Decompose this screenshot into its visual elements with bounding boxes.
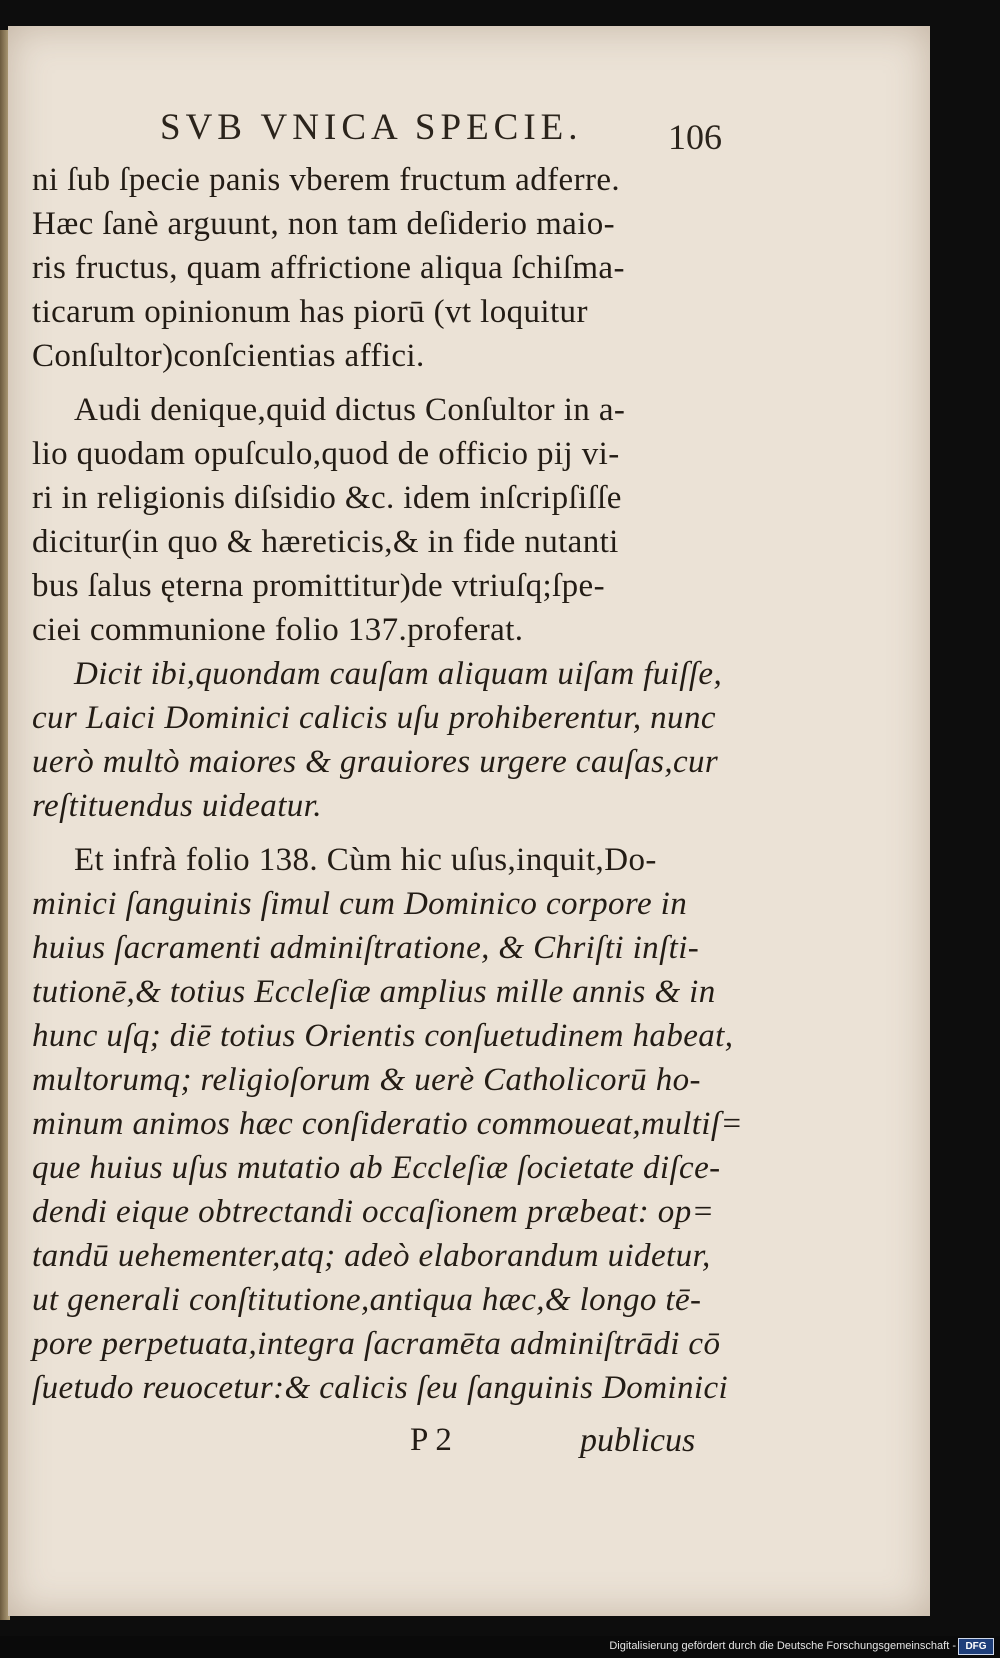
paragraph-2 xyxy=(32,388,732,652)
paragraph-1 xyxy=(32,158,732,378)
body-text xyxy=(32,158,744,1410)
text-line: bus ſalus ęterna promittitur)de vtriuſq;ſpe- xyxy=(32,568,605,604)
text-line: minici ſanguinis ſimul cum Dominico corpore in xyxy=(32,886,688,922)
text-line: Audi denique,quid dictus Conſultor in a- xyxy=(74,392,626,428)
page-number: 106 xyxy=(668,117,722,157)
text-line: hunc uſq; diē totius Orientis conſuetudinem habeat, xyxy=(32,1018,734,1054)
text-line: Et infrà folio 138. Cùm hic uſus,inquit,Do- xyxy=(74,842,657,878)
text-line: huius ſacramenti adminiſtratione, & Chriſti inſti- xyxy=(32,930,700,966)
signature-mark: P 2 xyxy=(410,1422,452,1458)
catchword: publicus xyxy=(580,1422,696,1459)
text-line: Hæc ſanè arguunt, non tam deſiderio maio- xyxy=(32,206,616,242)
text-line: reſtituendus uideatur. xyxy=(32,788,322,824)
text-line: tutionē,& totius Eccleſiæ amplius mille annis & in xyxy=(32,974,716,1010)
text-line: ut generali conſtitutione,antiqua hæc,& longo tē- xyxy=(32,1282,702,1318)
text-line: pore perpetuata,integra ſacramēta adminiſtrādi cō xyxy=(32,1326,721,1362)
text-line: que huius uſus mutatio ab Eccleſiæ ſocietate diſce- xyxy=(32,1150,721,1186)
text-line: Conſultor)conſcientias affici. xyxy=(32,338,425,374)
text-line: multorumq; religioſorum & uerè Catholicorū ho- xyxy=(32,1062,701,1098)
text-line: ſuetudo reuocetur:& calicis ſeu ſanguinis Dominici xyxy=(32,1370,729,1406)
running-title: SVB VNICA SPECIE. xyxy=(160,107,583,148)
text-line: dicitur(in quo & hæreticis,& in fide nutanti xyxy=(32,524,619,560)
paragraph-4 xyxy=(32,838,744,1410)
text-line: ris fructus, quam affrictione aliqua ſchiſma- xyxy=(32,250,625,286)
text-line: ri in religionis diſsidio &c. idem inſcripſiſſe xyxy=(32,480,622,516)
text-line: ticarum opinionum has piorū (vt loquitur xyxy=(32,294,588,330)
paragraph-3 xyxy=(32,652,732,828)
text-line: uerò multò maiores & grauiores urgere cauſas,cur xyxy=(32,744,719,780)
text-line: ciei communione folio 137.proferat. xyxy=(32,612,524,648)
text-line: Dicit ibi,quondam cauſam aliquam uiſam fuiſſe, xyxy=(74,656,723,692)
dfg-logo[interactable]: DFG xyxy=(958,1638,994,1655)
text-line: cur Laici Dominici calicis uſu prohiberentur, nunc xyxy=(32,700,716,736)
text-line: ni ſub ſpecie panis vberem fructum adferre. xyxy=(32,162,621,198)
credit-text: Digitalisierung gefördert durch die Deutsche Forschungsgemeinschaft - xyxy=(609,1640,956,1652)
text-line: minum animos hæc conſideratio commoueat,multiſ= xyxy=(32,1106,744,1142)
text-line: lio quodam opuſculo,quod de officio pij vi- xyxy=(32,436,620,472)
text-line: tandū uehementer,atq; adeò elaborandum uidetur, xyxy=(32,1238,711,1274)
text-line: dendi eique obtrectandi occaſionem præbeat: op= xyxy=(32,1194,715,1230)
